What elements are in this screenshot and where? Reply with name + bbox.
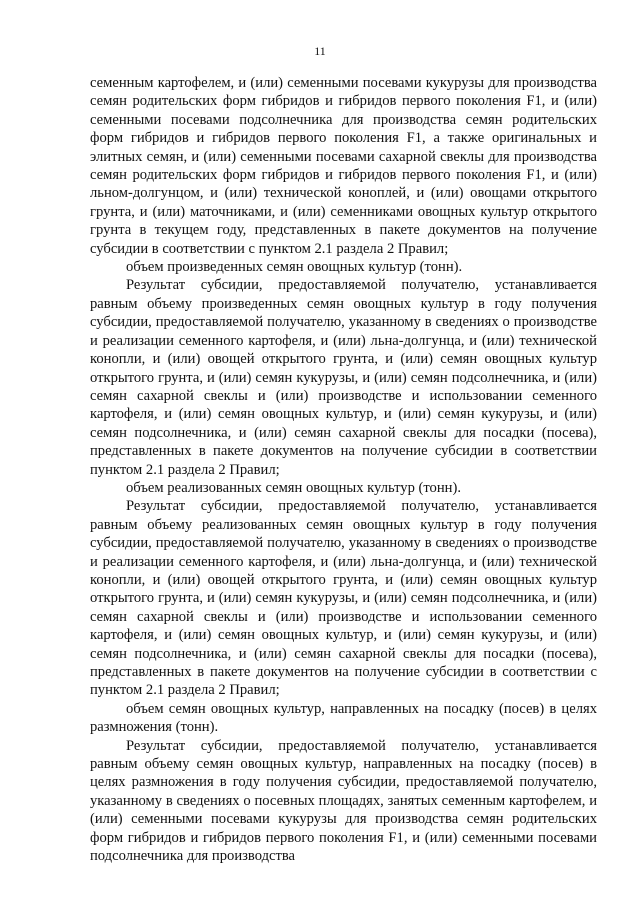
paragraph-indicator-sold-seeds: объем реализованных семян овощных культур (тонн). xyxy=(126,479,461,496)
paragraph-result-sold-seeds: Результат субсидии, предоставляемой получателю, устанавливается равным объему реализованных семян овощных культур в году получения субсидии, предоставляемой получателю, указанному в сведениях о производстве и реализации семенного картофеля, и (или) льна-долгунца, и (или) технической конопли, и (или) овощей открытого грунта, и (или) семян овощных культур открытого грунта, и (или) семян кукурузы, и (или) семян подсолнечника, и (или) семян сахарной свеклы и (или) производстве и использовании семенного картофеля, и (или) семян овощных культур, и (или) семян кукурузы, и (или) семян подсолнечника, и (или) семян сахарной свеклы для посадки (посева), представленных в пакете документов на получение субсидии в соответствии с пунктом 2.1 раздела 2 Правил; xyxy=(90,498,597,699)
page-number: 11 xyxy=(314,44,326,58)
paragraph-continuation: семенным картофелем, и (или) семенными посевами кукурузы для производства семян родительских форм гибридов и гибридов первого поколения F1, и (или) семенными посевами подсолнечника для производства семян родительских форм гибридов и гибридов первого поколения F1, а также оригинальных и элитных семян, и (или) семенными посевами сахарной свеклы для производства семян родительских форм гибридов и гибридов первого поколения F1, и (или) льном-долгунцом, и (или) технической коноплей, и (или) овощами открытого грунта, и (или) маточниками, и (или) семенниками овощных культур открытого грунта в текущем году, представленных в пакете документов на получение субсидии в соответствии с пунктом 2.1 раздела 2 Правил; xyxy=(90,75,597,257)
paragraph-indicator-reproduction-seeds: объем семян овощных культур, направленных на посадку (посев) в целях размножения (тонн). xyxy=(90,700,597,736)
paragraph-result-produced-seeds: Результат субсидии, предоставляемой получателю, устанавливается равным объему произведенных семян овощных культур в году получения субсидии, предоставляемой получателю, указанному в сведениях о производстве и реализации семенного картофеля, и (или) льна-долгунца, и (или) технической конопли, и (или) овощей открытого грунта, и (или) семян овощных культур открытого грунта, и (или) семян кукурузы, и (или) семян подсолнечника, и (или) семян сахарной свеклы и (или) производстве и использовании семенного картофеля, и (или) семян овощных культур, и (или) семян кукурузы, и (или) семян подсолнечника, и (или) семян сахарной свеклы для посадки (посева), представленных в пакете документов на получение субсидии в соответствии пунктом 2.1 раздела 2 Правил; xyxy=(90,277,597,478)
paragraph-result-reproduction-seeds: Результат субсидии, предоставляемой получателю, устанавливается равным объему семян овощных культур, направленных на посадку (посев) в целях размножения в году получения субсидии, предоставляемой получателю, указанному в сведениях о посевных площадях, занятых семенным картофелем, и (или) семенными посевами кукурузы для производства семян родительских форм гибридов и гибридов первого поколения F1, и (или) семенными посевами подсолнечника для производства xyxy=(90,737,597,865)
document-body xyxy=(90,74,597,865)
paragraph-indicator-produced-seeds: объем произведенных семян овощных культур (тонн). xyxy=(126,259,463,276)
